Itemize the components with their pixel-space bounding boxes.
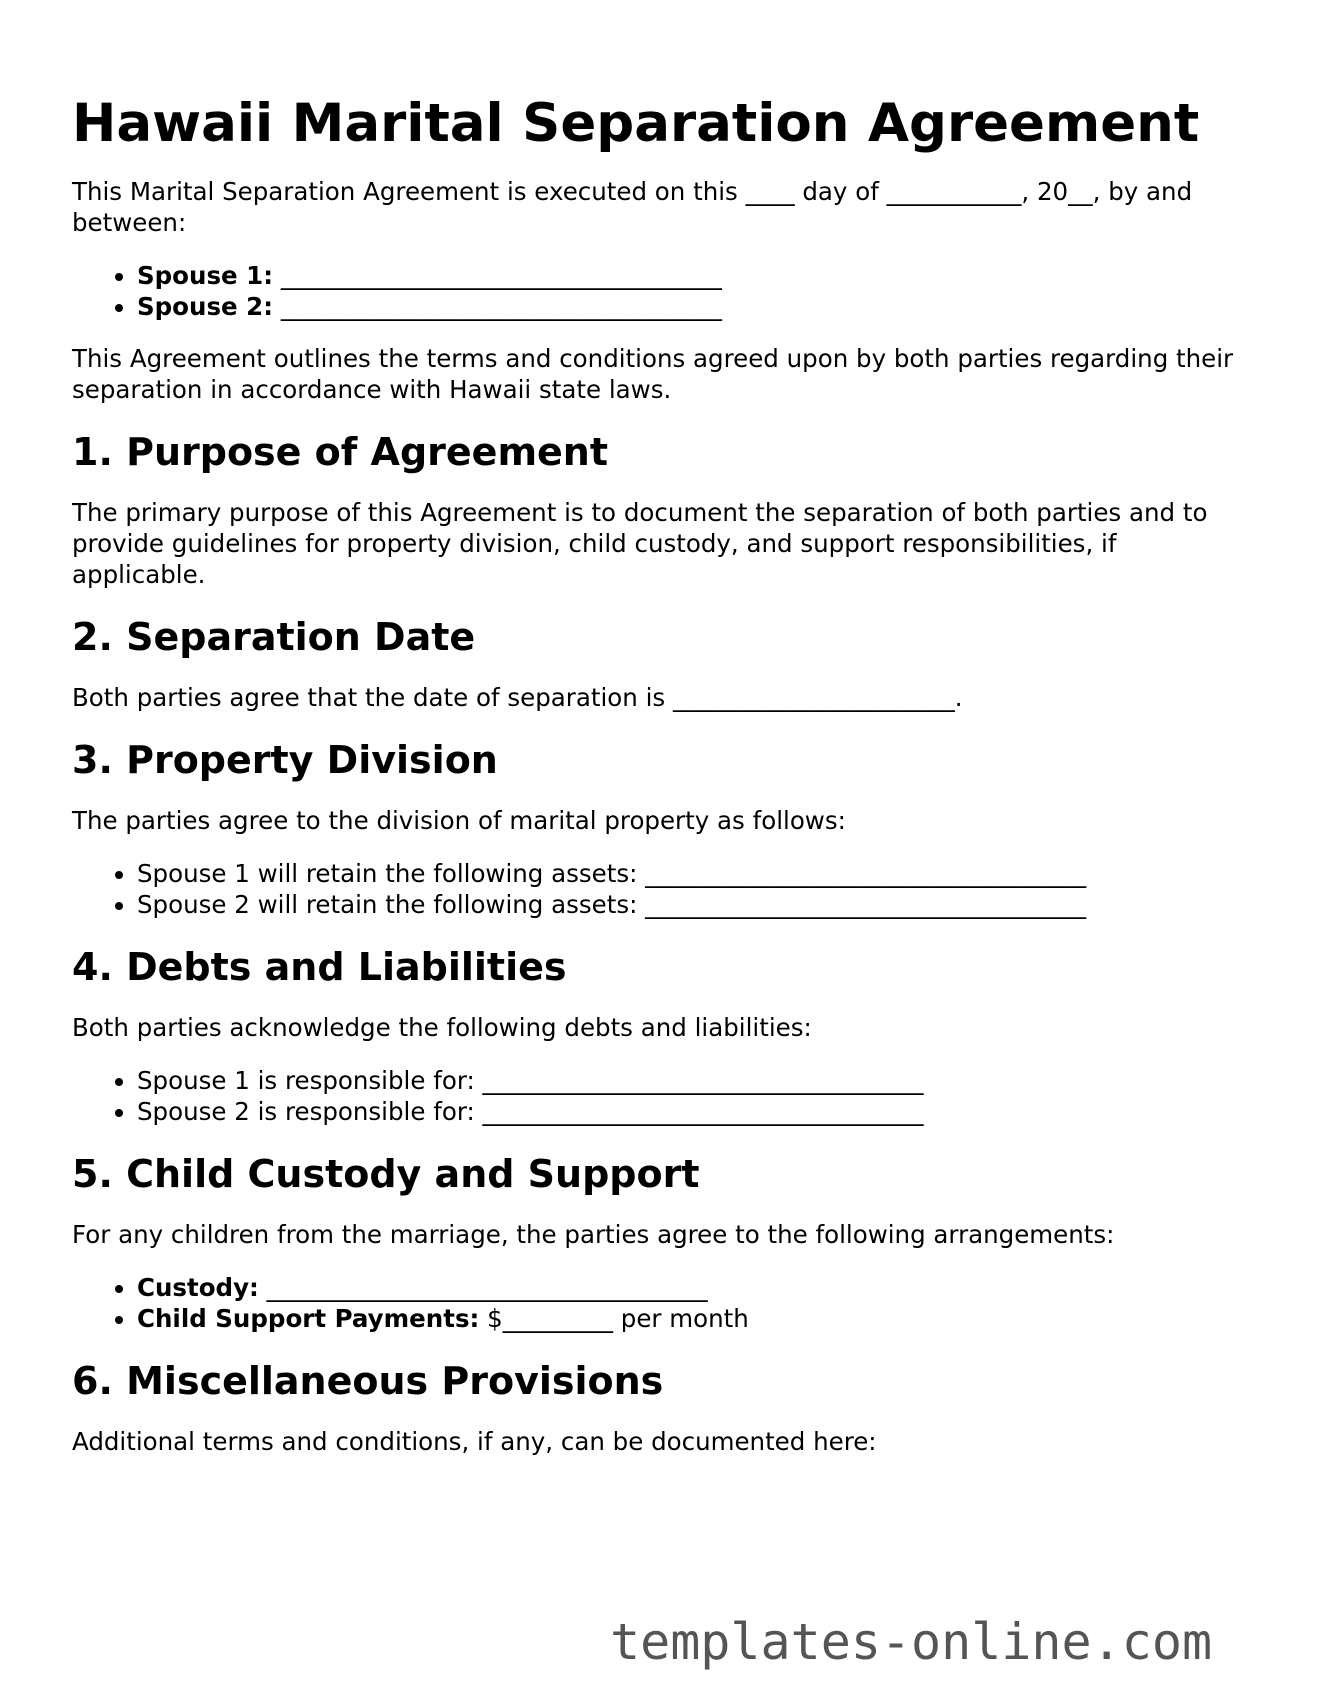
list-item: [137, 1272, 1257, 1303]
separation-date-paragraph: Both parties agree that the date of separation is _______________________.: [72, 683, 963, 712]
document-page: [72, 0, 1257, 1457]
custody-blank: ____________________________________: [266, 1273, 708, 1302]
purpose-paragraph: The primary purpose of this Agreement is to document the separation of both parties and to provide guidelines for property division, child custody, and support responsibilities, if applicable.: [72, 498, 1208, 589]
support-label: Child Support Payments:: [137, 1304, 480, 1333]
section-heading-custody: 5. Child Custody and Support: [72, 1152, 700, 1196]
list-item: [137, 1303, 1257, 1334]
section-heading-separation-date: 2. Separation Date: [72, 615, 476, 659]
list-item: • Spouse 1 is responsible for: ____________________________________: [137, 1065, 1257, 1096]
watermark: templates-online.com: [610, 1613, 1213, 1671]
list-item: • Spouse 2 will retain the following assets: ____________________________________: [137, 889, 1257, 920]
property-paragraph: The parties agree to the division of marital property as follows:: [72, 806, 846, 835]
property-list: [72, 858, 1257, 920]
debts-paragraph: Both parties acknowledge the following debts and liabilities:: [72, 1013, 812, 1042]
custody-label: Custody:: [137, 1273, 259, 1302]
outline-paragraph: This Agreement outlines the terms and conditions agreed upon by both parties regarding their separation in accordance with Hawaii state laws.: [72, 344, 1234, 404]
list-item: • Spouse 2 is responsible for: ____________________________________: [137, 1096, 1257, 1127]
custody-list: [72, 1272, 1257, 1334]
section-heading-debts: 4. Debts and Liabilities: [72, 945, 567, 989]
spouse-1-label: Spouse 1:: [137, 261, 274, 290]
list-item: • Spouse 1 will retain the following assets: ____________________________________: [137, 858, 1257, 889]
section-heading-purpose: 1. Purpose of Agreement: [72, 430, 609, 474]
intro-paragraph: This Marital Separation Agreement is executed on this ____ day of ___________, 20__, by and between:: [72, 177, 1193, 237]
list-item: [137, 291, 1257, 322]
debts-list: [72, 1065, 1257, 1127]
misc-paragraph: Additional terms and conditions, if any, can be documented here:: [72, 1427, 877, 1456]
section-heading-misc: 6. Miscellaneous Provisions: [72, 1359, 664, 1403]
list-item: [137, 260, 1257, 291]
spouse-2-blank: ____________________________________: [280, 292, 722, 321]
custody-paragraph: For any children from the marriage, the parties agree to the following arrangements:: [72, 1220, 1115, 1249]
spouse-list: [72, 260, 1257, 322]
support-blank: $_________ per month: [487, 1304, 749, 1333]
spouse-1-blank: ____________________________________: [280, 261, 722, 290]
document-title: Hawaii Marital Separation Agreement: [72, 93, 1200, 154]
spouse-2-label: Spouse 2:: [137, 292, 274, 321]
section-heading-property: 3. Property Division: [72, 738, 498, 782]
